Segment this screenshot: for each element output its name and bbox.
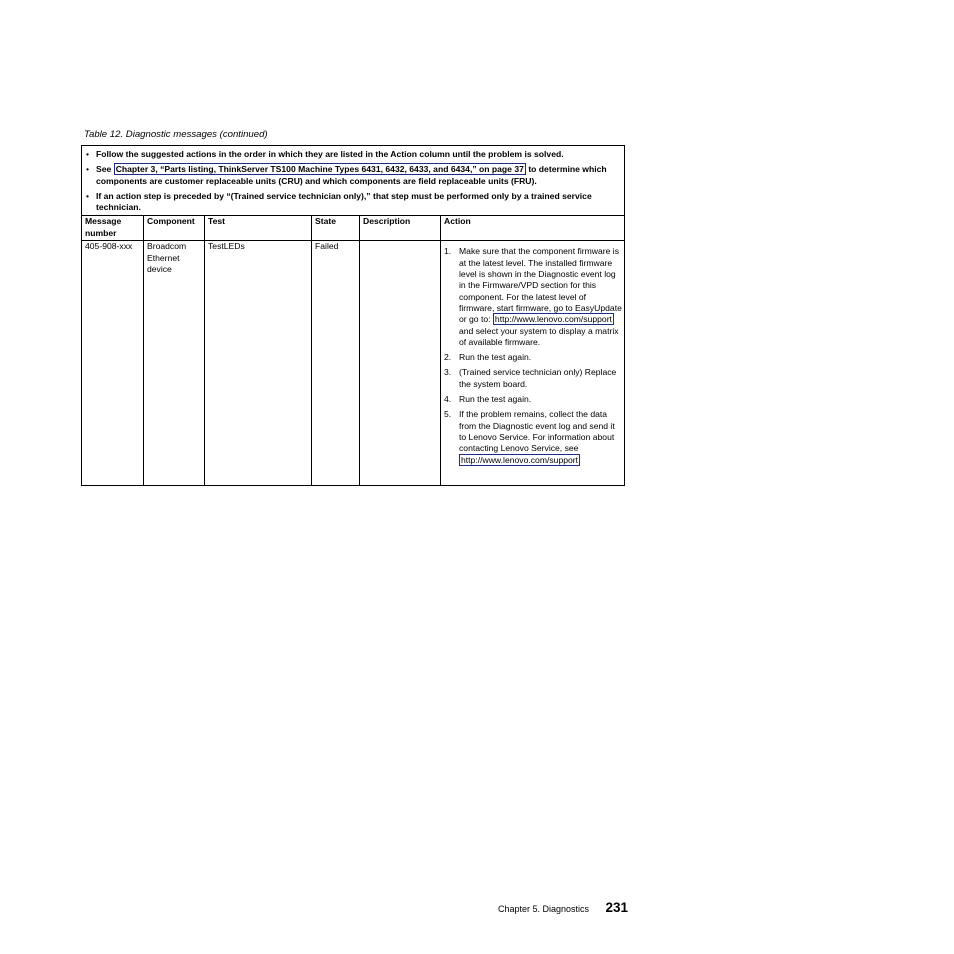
step-text: Run the test again. — [459, 394, 532, 405]
cell-component: Broadcom Ethernet device — [144, 241, 205, 486]
notes-cell — [82, 146, 625, 216]
note-item — [85, 191, 620, 214]
cell-message-number: 405-908-xxx — [82, 241, 144, 486]
bullet-icon: • — [86, 190, 90, 201]
action-step — [444, 246, 622, 348]
column-header-description: Description — [360, 216, 441, 241]
step-number: 1. — [444, 246, 452, 257]
action-step — [444, 394, 622, 405]
lenovo-support-link[interactable]: http://www.lenovo.com/support — [461, 454, 579, 465]
action-step — [444, 352, 622, 363]
cell-action — [441, 241, 625, 486]
step-text: If the problem remains, collect the data from the Diagnostic event log and send it to Lenovo Service. For information about contacting Lenovo Service, see — [459, 409, 615, 454]
action-steps-list — [444, 246, 622, 465]
note-item — [85, 164, 620, 187]
page-number: 231 — [605, 900, 629, 915]
step-text: Make sure that the component firmware is at the latest level. The installed firmware level is shown in the Diagnostic event log in the Firmware/VPD section for this component. For the latest level of firmware, start firmware, go to EasyUpdate or go to: — [459, 246, 622, 325]
cell-test: TestLEDs — [205, 241, 312, 486]
cell-description — [360, 241, 441, 486]
note-text-suffix: to determine which components are customer replaceable units (CRU) and which components are field replaceable units (FRU). — [96, 164, 607, 186]
column-header-state: State — [312, 216, 360, 241]
note-item — [85, 149, 620, 160]
action-step — [444, 367, 622, 390]
column-header-test: Test — [205, 216, 312, 241]
lenovo-support-link[interactable]: http://www.lenovo.com/support — [494, 314, 612, 325]
step-number: 5. — [444, 409, 452, 420]
chapter-3-cross-reference-link[interactable]: Chapter 3, “Parts listing, ThinkServer TS100 Machine Types 6431, 6432, 6433, and 6434,” on page 37 — [115, 164, 524, 175]
step-text-after: and select your system to display a matrix of available firmware. — [459, 325, 619, 347]
note-text: Follow the suggested actions in the order in which they are listed in the Action column until the problem is solved. — [96, 149, 564, 159]
diagnostic-messages-table — [81, 145, 625, 486]
bullet-icon: • — [86, 149, 90, 159]
footer-chapter-title: Chapter 5. Diagnostics — [498, 904, 590, 914]
notes-row — [82, 146, 625, 216]
header-row — [82, 216, 625, 241]
column-header-message-number: Message number — [82, 216, 144, 241]
column-header-component: Component — [144, 216, 205, 241]
step-number: 2. — [444, 352, 452, 363]
step-text: Run the test again. — [459, 352, 532, 363]
step-number: 4. — [444, 394, 452, 405]
step-text: (Trained service technician only) Replace the system board. — [459, 367, 617, 389]
bullet-icon: • — [86, 164, 90, 175]
table-caption: Table 12. Diagnostic messages (continued) — [84, 129, 268, 140]
action-step — [444, 409, 622, 465]
page-footer — [498, 899, 628, 917]
cell-state: Failed — [312, 241, 360, 486]
notes-list — [85, 149, 620, 213]
table-row — [82, 241, 625, 486]
step-number: 3. — [444, 367, 452, 378]
note-text: If an action step is preceded by “(Trained service technician only),” that step must be performed only by a trained service technician. — [96, 190, 592, 213]
column-header-action: Action — [441, 216, 625, 241]
note-text-prefix: See — [96, 164, 112, 175]
